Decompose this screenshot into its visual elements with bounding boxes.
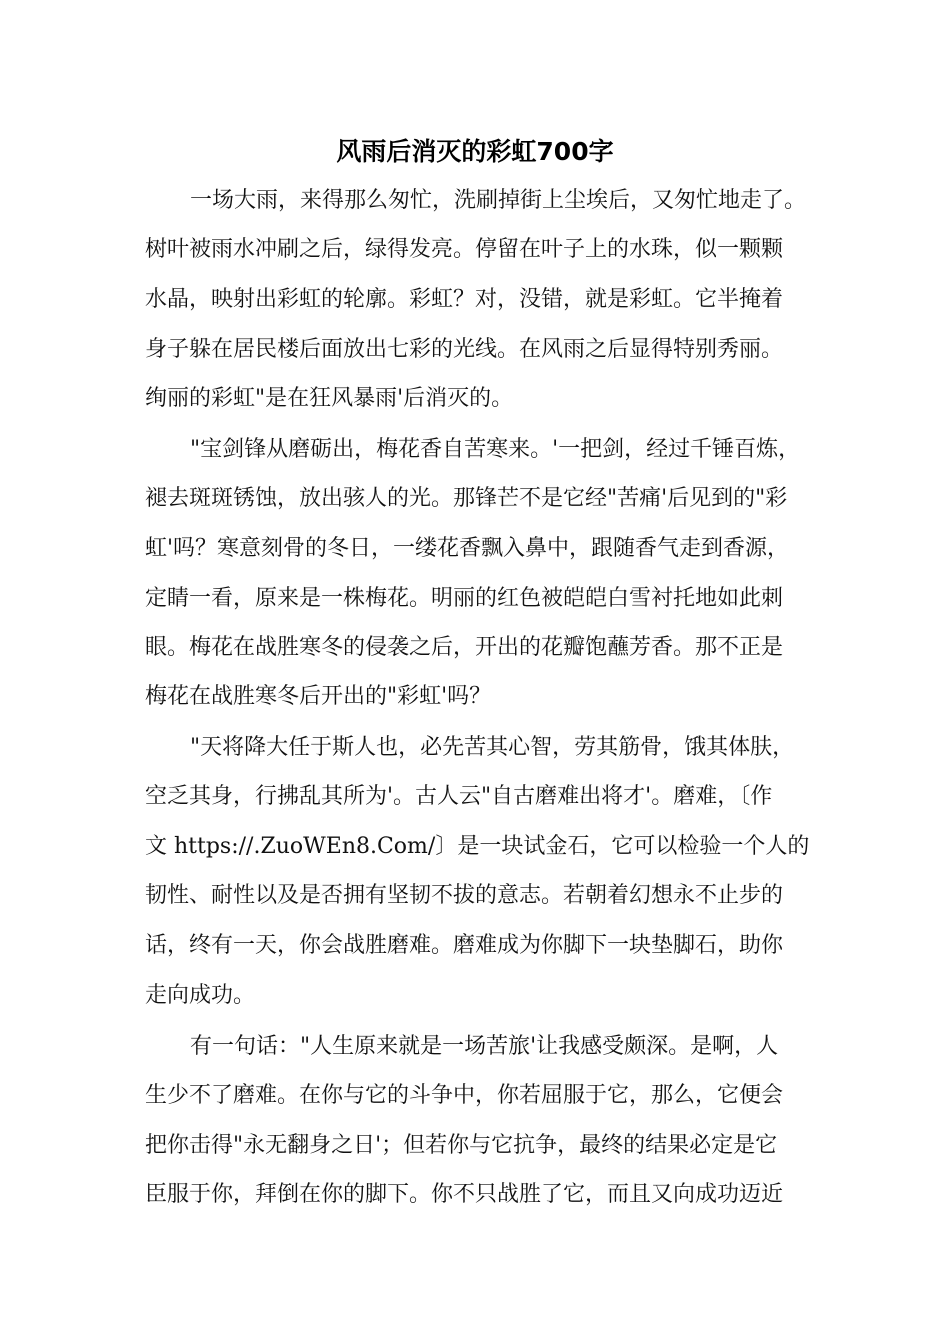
paragraph-4-line-3: 把你击得"永无翻身之日'；但若你与它抗争，最终的结果必定是它 bbox=[145, 1133, 778, 1158]
paragraph-1-line-2: 树叶被雨水冲刷之后，绿得发亮。停留在叶子上的水珠，似一颗颗 bbox=[145, 237, 784, 262]
paragraph-1-line-1: 一场大雨，来得那么匆忙，洗刷掉街上尘埃后，又匆忙地走了。 bbox=[190, 188, 807, 213]
document-title: 风雨后消灭的彩虹700字 bbox=[336, 137, 614, 166]
paragraph-2-line-5: 眼。梅花在战胜寒冬的侵袭之后，开出的花瓣饱蘸芳香。那不正是 bbox=[145, 635, 784, 660]
paragraph-2-line-4: 定睛一看，原来是一株梅花。明丽的红色被皑皑白雪衬托地如此刺 bbox=[145, 586, 784, 611]
paragraph-4-line-4: 臣服于你，拜倒在你的脚下。你不只战胜了它，而且又向成功迈近 bbox=[145, 1182, 784, 1207]
paragraph-1-line-4: 身子躲在居民楼后面放出七彩的光线。在风雨之后显得特别秀丽。 bbox=[145, 337, 784, 362]
paragraph-3-line-1: "天将降大任于斯人也，必先苦其心智，劳其筋骨，饿其体肤， bbox=[190, 735, 795, 760]
paragraph-3-line-3: 文 https://.ZuoWEn8.Com/〕是一块试金石，它可以检验一个人的 bbox=[145, 834, 810, 859]
paragraph-4-line-1: 有一句话："人生原来就是一场苦旅'让我感受颇深。是啊，人 bbox=[190, 1034, 779, 1059]
paragraph-2-line-2: 褪去斑斑锈蚀，放出骇人的光。那锋芒不是它经"苦痛'后见到的"彩 bbox=[145, 486, 788, 511]
paragraph-1-line-5: 绚丽的彩虹"是在狂风暴雨'后消灭的。 bbox=[145, 386, 514, 411]
paragraph-3-line-2: 空乏其身，行拂乱其所为'。古人云"自古磨难出将才'。磨难，〔作 bbox=[145, 784, 773, 809]
paragraph-2-line-1: "宝剑锋从磨砺出，梅花香自苦寒来。'一把剑，经过千锤百炼， bbox=[190, 437, 801, 462]
paragraph-3-line-4: 韧性、耐性以及是否拥有坚韧不拔的意志。若朝着幻想永不止步的 bbox=[145, 883, 784, 908]
paragraph-2-line-3: 虹'吗？寒意刻骨的冬日，一缕花香飘入鼻中，跟随香气走到香源， bbox=[145, 536, 790, 561]
paragraph-3-line-5: 话，终有一天，你会战胜磨难。磨难成为你脚下一块垫脚石，助你 bbox=[145, 933, 784, 958]
paragraph-2-line-6: 梅花在战胜寒冬后开出的"彩虹'吗？ bbox=[145, 684, 492, 709]
paragraph-1-line-3: 水晶，映射出彩虹的轮廓。彩虹？对，没错，就是彩虹。它半掩着 bbox=[145, 287, 784, 312]
paragraph-4-line-2: 生少不了磨难。在你与它的斗争中，你若屈服于它，那么，它便会 bbox=[145, 1083, 784, 1108]
paragraph-3-line-6: 走向成功。 bbox=[145, 983, 256, 1008]
